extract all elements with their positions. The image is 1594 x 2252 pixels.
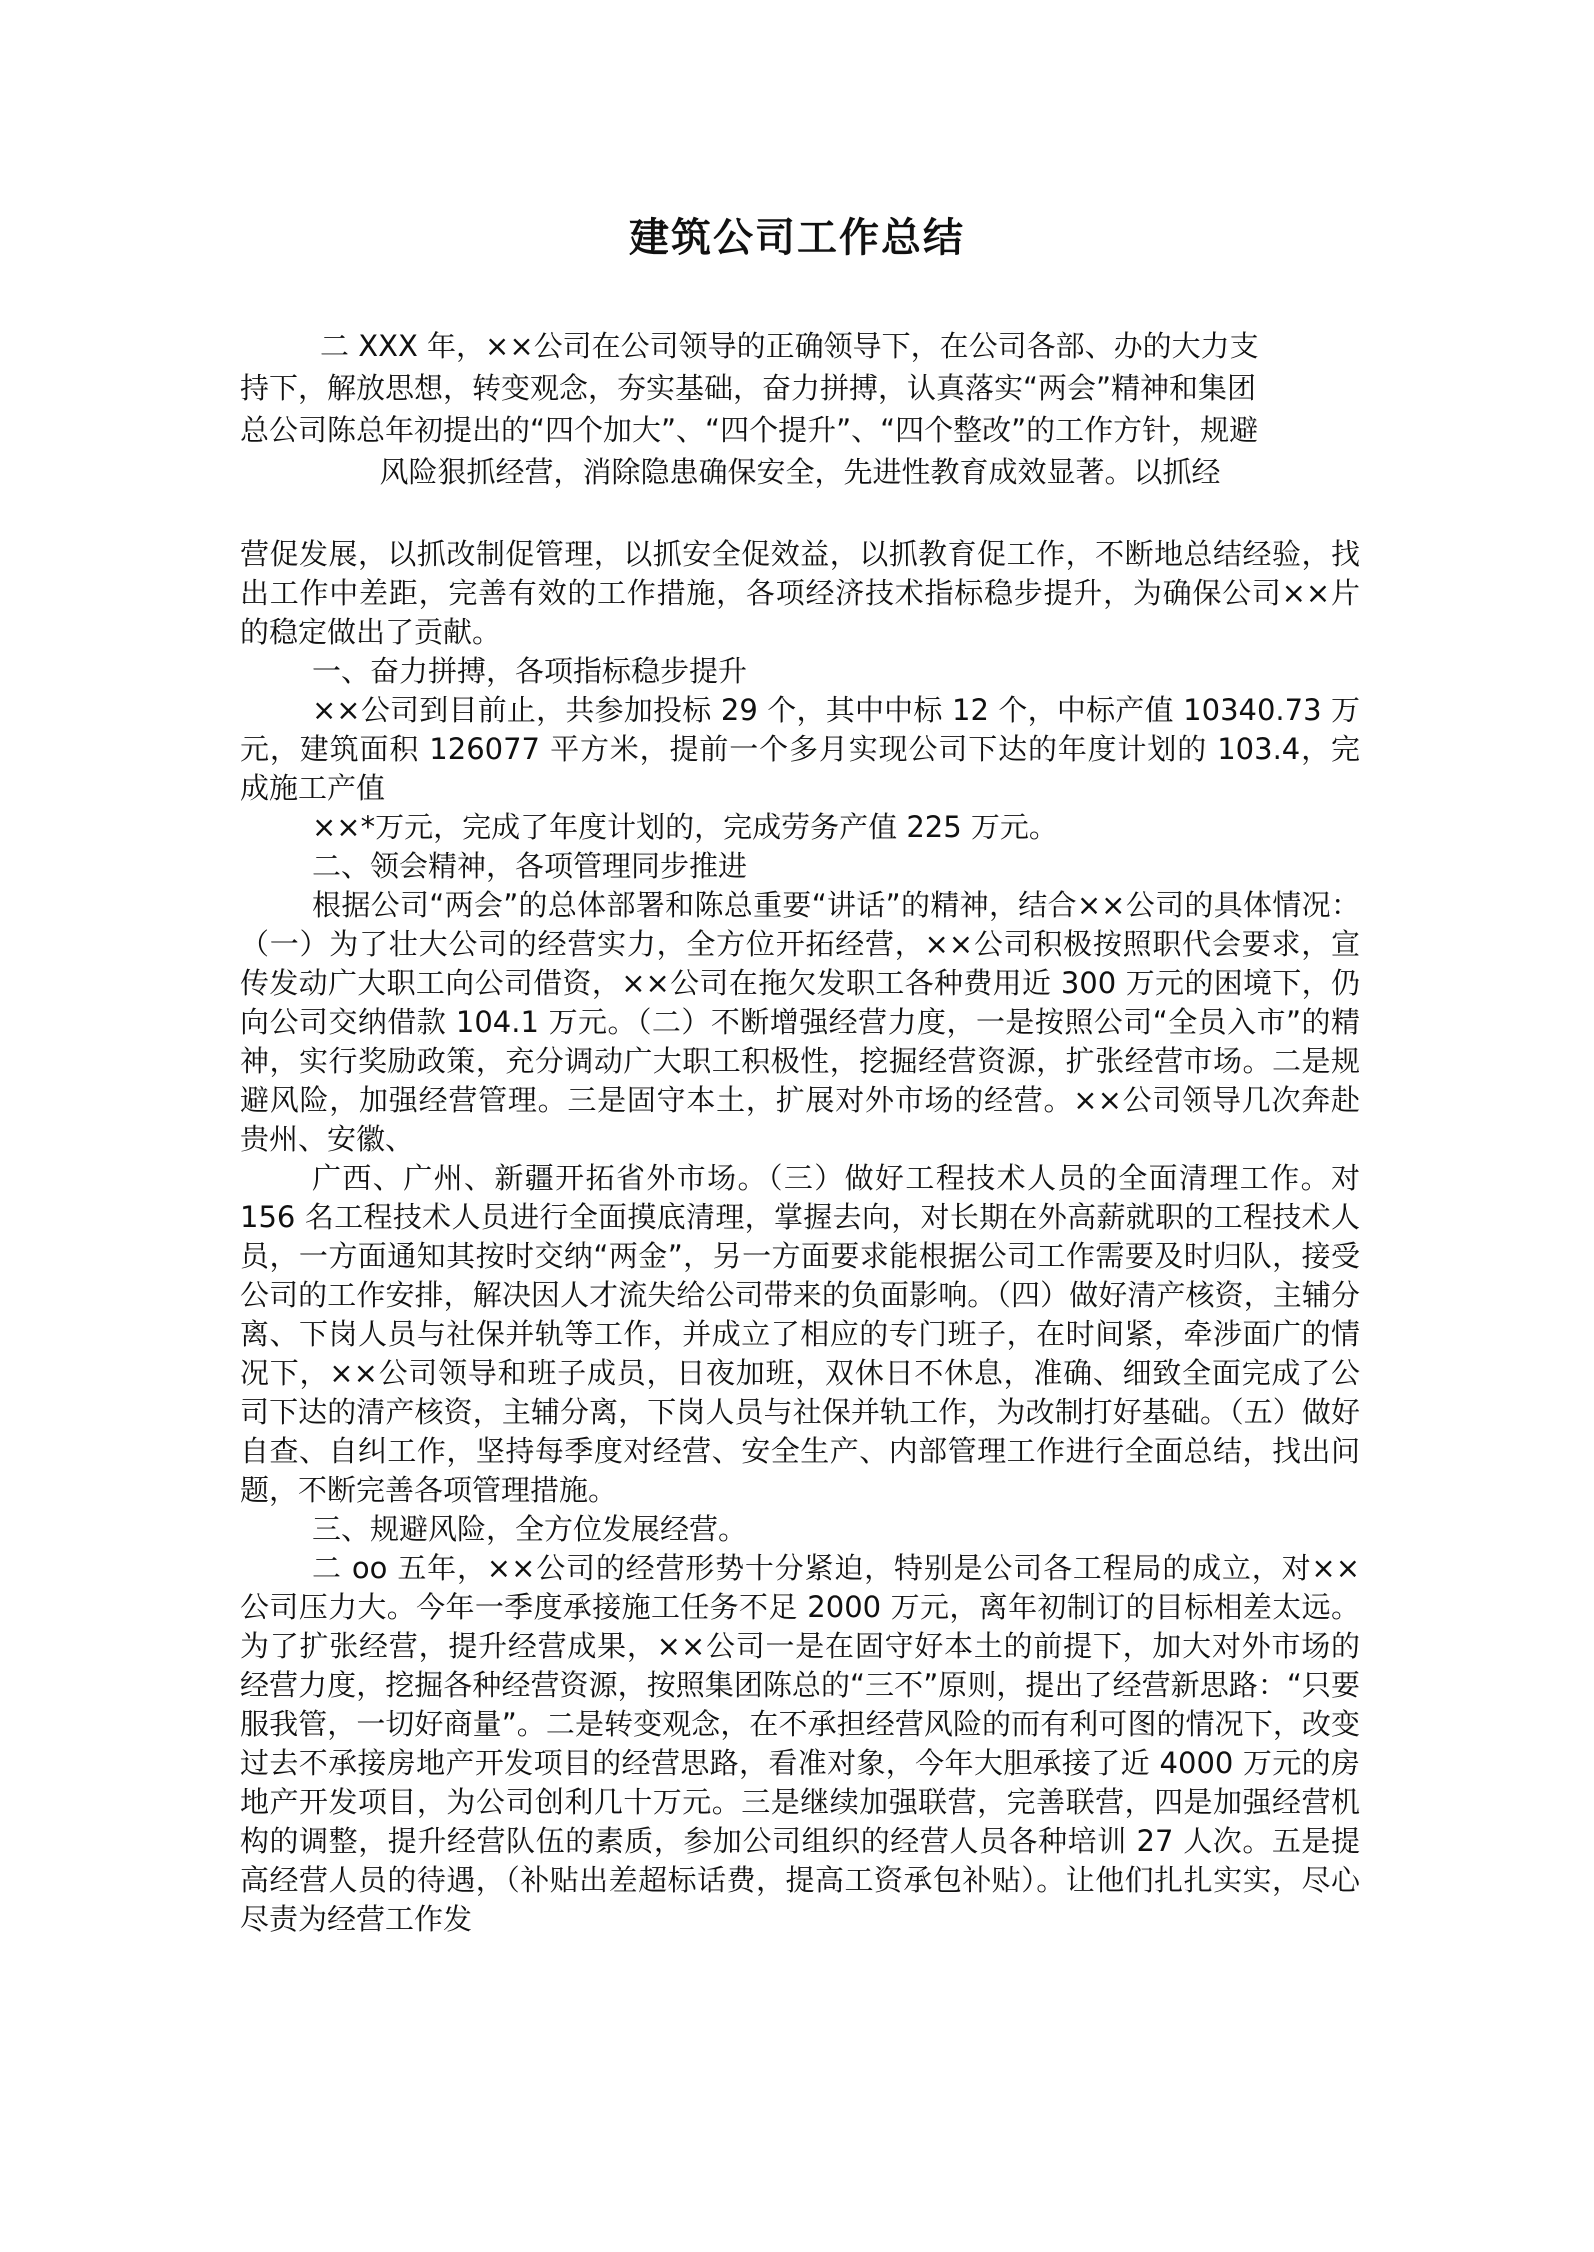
paragraph: 根据公司“两会”的总体部署和陈总重要“讲话”的精神，结合××公司的具体情况：（一）为了壮大公司的经营实力，全方位开拓经营，××公司积极按照职代会要求，宣传发动广大职工向公司借资，××公司在拖欠发职工各种费用近 300 万元的困境下，仍向公司交纳借款 104.1 万元。（二）不断增强经营力度，一是按照公司“全员入市”的精神，实行奖励政策，充分调动广大职工积极性，挖掘经营资源，扩张经营市场。二是规避风险，加强经营管理。三是固守本土，扩展对外市场的经营。××公司领导几次奔赴贵州、安徽、 [240,888,1360,1156]
intro-line: 持下，解放思想，转变观念，夯实基础，奋力拼搏，认真落实“两会”精神和集团 [240,371,1257,405]
paragraph: ××公司到目前止，共参加投标 29 个，其中中标 12 个，中标产值 10340.73 万元，建筑面积 126077 平方米，提前一个多月实现公司下达的年度计划的 103.4，完成施工产值 [240,693,1360,805]
body-text [240,535,1360,1939]
section-heading: 三、规避风险，全方位发展经营。 [312,1512,748,1546]
intro-block [240,325,1360,493]
section-heading: 一、奋力拼搏，各项指标稳步提升 [312,654,748,688]
paragraph: 广西、广州、新疆开拓省外市场。（三）做好工程技术人员的全面清理工作。对 156 名工程技术人员进行全面摸底清理，掌握去向，对长期在外高薪就职的工程技术人员，一方面通知其按时交纳“两金”，另一方面要求能根据公司工作需要及时归队，接受公司的工作安排，解决因人才流失给公司带来的负面影响。（四）做好清产核资，主辅分离、下岗人员与社保并轨等工作，并成立了相应的专门班子，在时间紧，牵涉面广的情况下，××公司领导和班子成员，日夜加班，双休日不休息，准确、细致全面完成了公司下达的清产核资，主辅分离，下岗人员与社保并轨工作，为改制打好基础。（五）做好自查、自纠工作，坚持每季度对经营、安全生产、内部管理工作进行全面总结，找出问题，不断完善各项管理措施。 [240,1161,1360,1507]
intro-line: 总公司陈总年初提出的“四个加大”、“四个提升”、“四个整改”的工作方针，规避 [240,413,1259,447]
paragraph: ××*万元，完成了年度计划的，完成劳务产值 225 万元。 [312,810,1058,844]
section-heading: 二、领会精神，各项管理同步推进 [312,849,748,883]
paragraph: 营促发展，以抓改制促管理，以抓安全促效益，以抓教育促工作，不断地总结经验，找出工作中差距，完善有效的工作措施，各项经济技术指标稳步提升，为确保公司××片的稳定做出了贡献。 [240,537,1360,649]
document-title: 建筑公司工作总结 [629,214,965,261]
intro-line: 风险狠抓经营，消除隐患确保安全，先进性教育成效显著。以抓经 [379,455,1221,489]
intro-line: 二 XXX 年，××公司在公司领导的正确领导下，在公司各部、办的大力支 [320,329,1259,363]
paragraph: 二 oo 五年，××公司的经营形势十分紧迫，特别是公司各工程局的成立，对××公司压力大。今年一季度承接施工任务不足 2000 万元，离年初制订的目标相差太远。为了扩张经营，提升经营成果，××公司一是在固守好本土的前提下，加大对外市场的经营力度，挖掘各种经营资源，按照集团陈总的“三不”原则，提出了经营新思路：“只要服我管，一切好商量”。二是转变观念，在不承担经营风险的而有利可图的情况下，改变过去不承接房地产开发项目的经营思路，看准对象，今年大胆承接了近 4000 万元的房地产开发项目，为公司创利几十万元。三是继续加强联营，完善联营，四是加强经营机构的调整，提升经营队伍的素质，参加公司组织的经营人员各种培训 27 人次。五是提高经营人员的待遇，（补贴出差超标话费，提高工资承包补贴）。让他们扎扎实实，尽心尽责为经营工作发 [240,1551,1360,1936]
